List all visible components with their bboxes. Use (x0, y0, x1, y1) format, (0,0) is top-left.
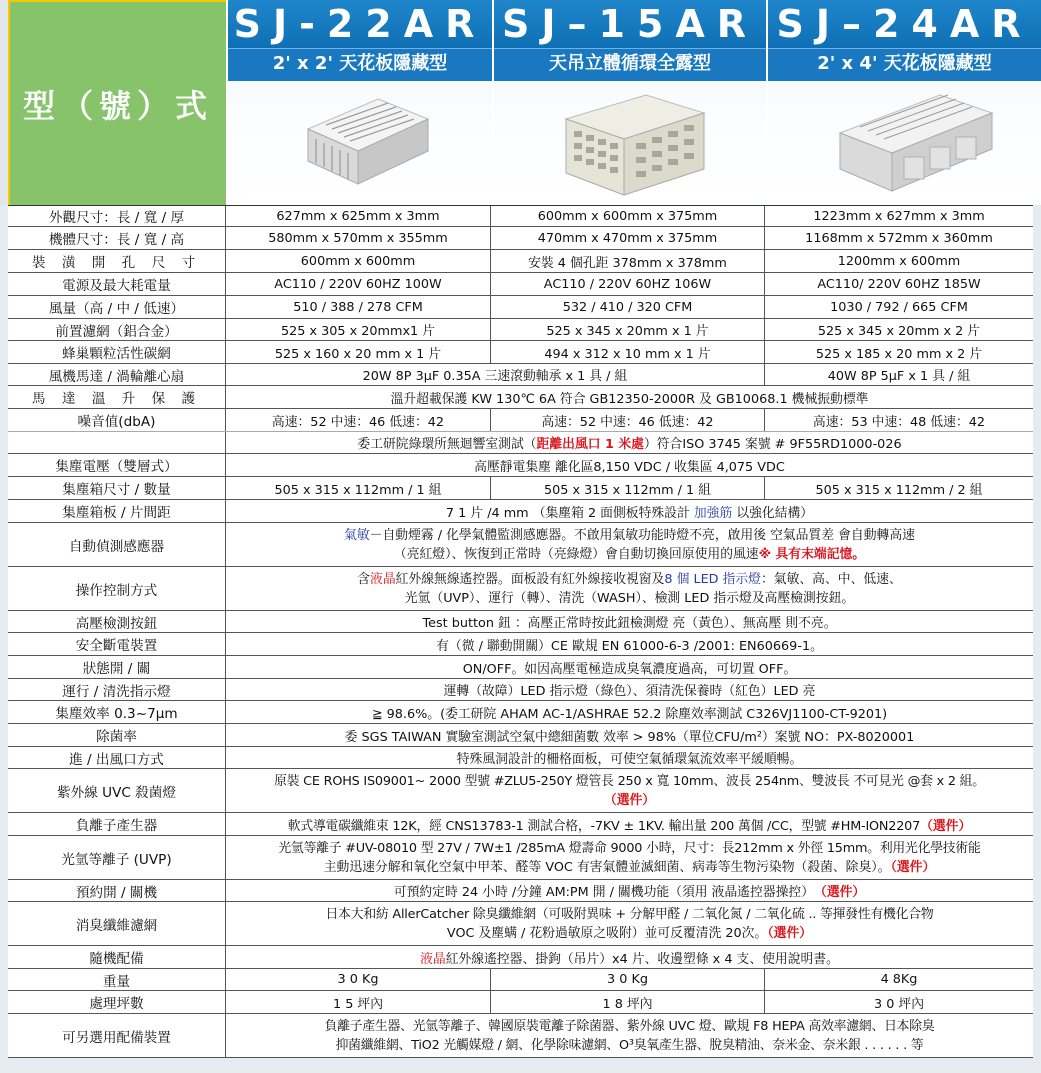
text-line (324, 858, 936, 877)
cell: 3 0 Kg (226, 969, 491, 990)
cell (226, 769, 1033, 812)
spec-row (8, 500, 1033, 523)
cell: 627mm x 625mm x 3mm (226, 206, 491, 226)
spec-row (8, 611, 1033, 633)
cell (226, 567, 1033, 610)
row-label: 集塵箱尺寸 / 數量 (8, 477, 226, 499)
text: 7 1 片 /4 mm （集塵箱 2 面側板特殊設計 (445, 505, 690, 521)
cell: 1223mm x 627mm x 3mm (813, 208, 985, 224)
highlight: （選件） (920, 818, 972, 834)
cell: 600mm x 600mm x 375mm (491, 206, 765, 226)
cell: 高速：53 中速：48 低速：42 (812, 414, 986, 430)
highlight: 加強筋 (693, 505, 733, 521)
row-label: 隨機配備 (8, 946, 226, 968)
spec-row (8, 769, 1033, 813)
cell: 3 0 Kg (491, 969, 765, 990)
row-label: 處理坪數 (8, 991, 226, 1013)
cell: AC110/ 220V 60HZ 185W (817, 276, 981, 292)
row-label: 消臭纖維濾網 (8, 902, 226, 945)
row-label: 進 / 出風口方式 (8, 747, 226, 768)
highlight: 氣敏 (344, 527, 370, 543)
cell: 1200mm x 600mm (837, 253, 961, 269)
spec-row (8, 946, 1033, 969)
spec-row (8, 386, 1033, 409)
cell: 505 x 315 x 112mm / 1 組 (226, 477, 491, 499)
spec-row (8, 679, 1033, 701)
spec-row (8, 523, 1033, 567)
cell: 1 5 坪內 (226, 991, 491, 1013)
cell: 運轉（故障）LED 指示燈（綠色）、須清洗保養時（紅色）LED 亮 (443, 684, 816, 699)
row-label: 安全斷電裝置 (8, 633, 226, 655)
row-label: 集塵電壓（雙層式） (8, 454, 226, 476)
ceiling-unit-icon (554, 87, 714, 202)
text: 可預約定時 24 小時 /分鐘 AM:PM 開 / 關機功能（須用 液晶遙控器操控） (393, 885, 815, 900)
cell: 525 x 305 x 20mmx1 片 (226, 319, 491, 340)
cell: ON/OFF。如因高壓電極造成臭氧濃度過高，可切置 OFF。 (462, 661, 797, 677)
row-label: 預約開 / 關機 (8, 880, 226, 901)
spec-row (8, 477, 1033, 500)
cell: 1168mm x 572mm x 360mm (805, 230, 993, 246)
row-label: 集塵箱板 / 片間距 (8, 500, 226, 522)
text-line: 負離子產生器、光氫等離子、韓國原裝電離子除菌器、紫外線 UVC 燈、歐規 F8 HEPA 高效率濾網、日本除臭 (324, 1018, 935, 1034)
spec-row (8, 364, 1033, 386)
cell: AC110 / 220V 60HZ 100W (226, 273, 491, 295)
spec-row (8, 432, 1033, 454)
spec-row (8, 1014, 1033, 1058)
row-label: 重量 (8, 969, 226, 990)
text: 紅外線無線遙控器。面板設有紅外線接收視窗及 (395, 571, 665, 587)
text-line (447, 924, 812, 943)
model-name: SJ–15AR (494, 0, 766, 48)
product-image (768, 81, 1041, 205)
row-label: 風機馬達 / 渦輪離心扇 (8, 364, 226, 385)
row-label: 操作控制方式 (8, 567, 226, 610)
type-label: 型（號）式 (8, 0, 226, 205)
text: ）符合ISO 3745 案號 # 9F55RD1000-026 (643, 437, 902, 452)
cell: 安裝 4 個孔距 378mm x 378mm (491, 250, 765, 272)
highlight: （選件） (603, 792, 656, 808)
spec-row (8, 724, 1033, 747)
row-label: 噪音值(dbA) (8, 409, 226, 431)
cell: 532 / 410 / 320 CFM (491, 296, 765, 318)
spec-row (8, 273, 1033, 296)
cell: AC110 / 220V 60HZ 106W (491, 273, 765, 295)
product-image (228, 81, 492, 205)
text: 委工研院綠環所無迴響室測試（ (357, 437, 537, 452)
row-label: 風量（高 / 中 / 低速） (8, 296, 226, 318)
cell: 高壓靜電集塵 離化區8,150 VDC / 收集區 4,075 VDC (474, 459, 785, 475)
cell: 20W 8P 3μF 0.35A 三速滾動軸承 x 1 具 / 組 (226, 364, 765, 385)
model-column-1 (226, 0, 492, 205)
highlight: ※ 具有末端記憶。 (758, 546, 866, 562)
spec-row (8, 701, 1033, 724)
cell: 600mm x 600mm (226, 250, 491, 272)
spec-row (8, 341, 1033, 364)
cell (226, 523, 1033, 566)
row-label: 外觀尺寸：長 / 寬 / 厚 (8, 206, 226, 226)
cell (226, 946, 1033, 968)
cell: 494 x 312 x 10 mm x 1 片 (491, 341, 765, 363)
text-line: 抑菌纖維網、TiO2 光觸媒燈 / 網、化學除味濾網、O³臭氧產生器、脫臭精油、奈米金、奈米銀 . . . . . . 等 (335, 1037, 924, 1053)
cell: 特殊風洞設計的柵格面板，可使空氣循環氣流效率平緩順暢。 (456, 752, 803, 767)
cell (226, 836, 1033, 879)
text: （亮紅燈）、恢復到正常時（亮綠燈）會自動切換回原使用的風速 (393, 546, 759, 562)
row-label: 狀態開 / 關 (8, 656, 226, 678)
text: 含 (357, 571, 371, 587)
text-line (357, 570, 902, 589)
spec-row (8, 880, 1033, 902)
spec-row (8, 409, 1033, 432)
spec-row (8, 567, 1033, 611)
model-subtitle: 天吊立體循環全露型 (494, 48, 766, 81)
spec-row (8, 633, 1033, 656)
model-subtitle: 2' x 2' 天花板隱藏型 (228, 48, 492, 81)
row-label (8, 432, 226, 453)
cell (226, 500, 1033, 522)
text-line (344, 526, 915, 545)
row-label: 光氫等離子 (UVP) (8, 836, 226, 879)
cell: 1030 / 792 / 665 CFM (830, 299, 968, 315)
cell: 525 x 345 x 20mm x 2 片 (817, 324, 981, 339)
text-line (394, 545, 865, 564)
highlight: 液晶 (370, 571, 396, 587)
row-label: 自動偵測感應器 (8, 523, 226, 566)
highlight: 液晶 (420, 951, 446, 967)
highlight: 距離出風口 1 米處 (536, 437, 644, 452)
model-column-3 (766, 0, 1041, 205)
spec-row (8, 656, 1033, 679)
cell: 470mm x 470mm x 375mm (491, 227, 765, 249)
cell: 1 8 坪內 (491, 991, 765, 1013)
model-name: SJ-22AR (228, 0, 492, 48)
product-image (494, 81, 766, 205)
cell: 有（微 / 聯動開關）CE 歐規 EN 61000-6-3 /2001: EN60669-1。 (436, 638, 823, 654)
cell: 510 / 388 / 278 CFM (226, 296, 491, 318)
text-line: 原裝 CE ROHS IS09001~ 2000 型號 #ZLU5-250Y 燈管長 250 x 寬 10mm、波長 254nm、雙波長 不可見光 @套 x 2 組。 (274, 773, 985, 789)
cell (226, 813, 1033, 835)
ceiling-unit-icon (830, 87, 1000, 199)
spec-row (8, 991, 1033, 1014)
row-label: 前置濾網（鋁合金） (8, 319, 226, 340)
ceiling-unit-icon (298, 89, 438, 199)
cell (226, 902, 1033, 945)
spec-row (8, 250, 1033, 273)
cell: 委 SGS TAIWAN 實驗室測試空氣中總細菌數 效率 > 98%（單位CFU/m²）案號 NO：PX-8020001 (344, 729, 915, 745)
text: 紅外線遙控器、掛鉤（吊片）x4 片、收邊塑條 x 4 支、使用說明書。 (445, 951, 839, 967)
row-label: 電源及最大耗電量 (8, 273, 226, 295)
row-label: 除菌率 (8, 724, 226, 746)
highlight: （選件） (767, 925, 813, 941)
cell: 40W 8P 5μF x 1 具 / 組 (827, 369, 971, 384)
cell (226, 880, 1033, 901)
cell: 高速：52 中速：46 低速：42 (226, 409, 491, 431)
spec-row (8, 206, 1033, 227)
cell: ≧ 98.6%。(委工研院 AHAM AC-1/ASHRAE 52.2 除塵效率測試 C326VJ1100-CT-9201) (371, 706, 888, 722)
cell: 525 x 345 x 20mm x 1 片 (491, 319, 765, 340)
spec-row (8, 969, 1033, 991)
cell: 高速：52 中速：46 低速：42 (491, 409, 765, 431)
text-line: 日本大和紡 AllerCatcher 除臭纖維網（可吸附異味 + 分解甲醛 / 二氧化氮 / 二氧化硫 .. 等揮發性有機化合物 (325, 906, 934, 922)
spec-row (8, 227, 1033, 250)
text: ：氣敏、高、中、低速、 (760, 571, 902, 587)
highlight: （選件） (814, 885, 866, 900)
text: 以強化結構） (736, 505, 814, 521)
highlight: 8 個 LED 指示燈 (664, 571, 761, 587)
spec-row (8, 319, 1033, 341)
cell: 505 x 315 x 112mm / 2 組 (815, 482, 983, 498)
spec-row (8, 747, 1033, 769)
spec-row (8, 813, 1033, 836)
cell (226, 1014, 1033, 1057)
highlight: （選件） (890, 859, 936, 875)
row-label: 負離子產生器 (8, 813, 226, 835)
row-label: 高壓檢測按鈕 (8, 611, 226, 632)
row-label: 運行 / 清洗指示燈 (8, 679, 226, 700)
cell: 溫升超載保護 KW 130℃ 6A 符合 GB12350-2000R 及 GB10068.1 機械振動標準 (390, 391, 869, 407)
text: VOC 及塵螨 / 花粉過敏原之吸附）並可反覆清洗 20次。 (446, 925, 768, 941)
model-name: SJ–24AR (768, 0, 1041, 48)
cell: 505 x 315 x 112mm / 1 組 (491, 477, 765, 499)
cell: 525 x 160 x 20 mm x 1 片 (226, 341, 491, 363)
row-label: 紫外線 UVC 殺菌燈 (8, 769, 226, 812)
row-label: 機體尺寸：長 / 寬 / 高 (8, 227, 226, 249)
spec-row (8, 296, 1033, 319)
row-label: 可另選用配備裝置 (8, 1014, 226, 1057)
cell: 4 8Kg (880, 972, 918, 987)
spec-row (8, 902, 1033, 946)
cell: 525 x 185 x 20 mm x 2 片 (815, 346, 983, 362)
model-subtitle: 2' x 4' 天花板隱藏型 (768, 48, 1041, 81)
text: 軟式導電碳纖維束 12K，經 CNS13783-1 測試合格，-7KV ± 1KV. 輸出量 200 萬個 /CC，型號 #HM-ION2207 (287, 818, 921, 834)
cell: 580mm x 570mm x 355mm (226, 227, 491, 249)
text-line: 光氫等離子 #UV-08010 型 27V / 7W±1 /285mA 燈壽命 9000 小時，尺寸：長212mm x 外徑 15mm。利用光化學技術能 (278, 840, 981, 856)
text: 主動迅速分解和氧化空氣中甲苯、醛等 VOC 有害氣體並滅細菌、病毒等生物污染物（殺菌、除臭）。 (323, 859, 891, 875)
row-label: 蜂巢顆粒活性碳網 (8, 341, 226, 363)
cell: 3 0 坪內 (873, 996, 924, 1012)
cell (226, 432, 1033, 453)
text-line: 光氫（UVP）、運行（轉）、清洗（WASH）、檢測 LED 指示燈及高壓檢測按鈕。 (404, 590, 855, 606)
cell: Test button 鈕 ：高壓正常時按此鈕檢測燈 亮（黃色）、無高壓 則不亮。 (422, 616, 837, 631)
row-label: 馬 達 溫 升 保 護 (8, 386, 226, 408)
spec-row (8, 836, 1033, 880)
spec-table (8, 205, 1033, 1058)
model-column-2 (492, 0, 766, 205)
row-label: 集塵效率 0.3~7μm (8, 701, 226, 723)
text: －自動煙霧 / 化學氣體監測感應器。不啟用氣敏功能時燈不亮，啟用後 空氣品質差 會自動轉高速 (369, 527, 915, 543)
spec-row (8, 454, 1033, 477)
row-label: 裝 潢 開 孔 尺 寸 (8, 250, 226, 272)
